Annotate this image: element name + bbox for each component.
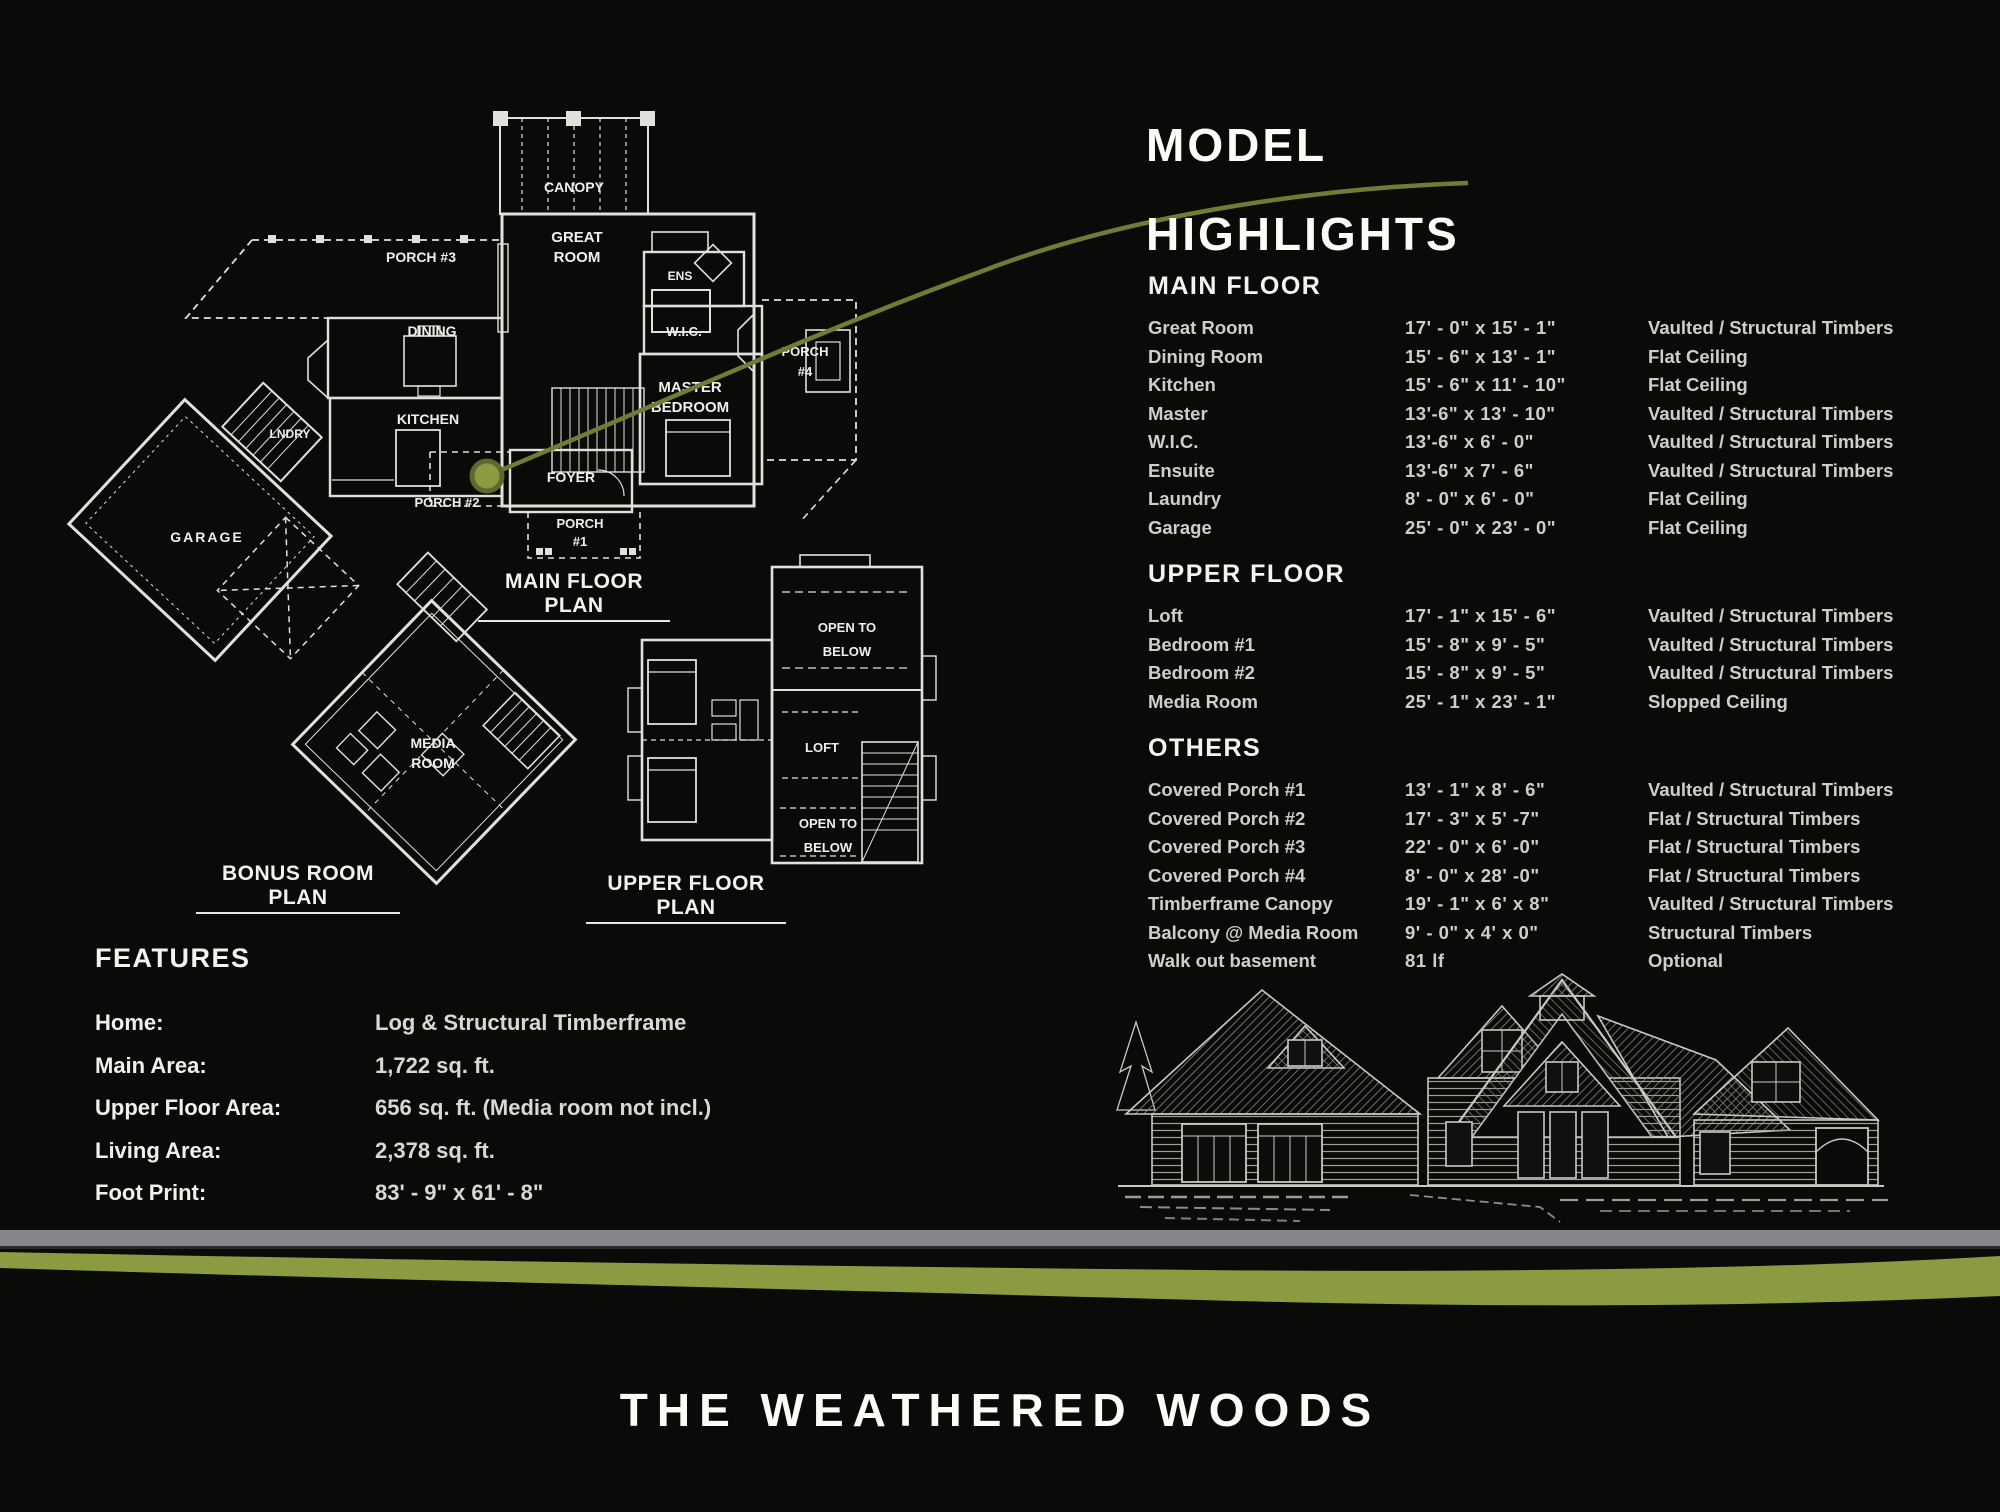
feature-label: Living Area:: [95, 1137, 222, 1163]
room-name: Bedroom #1: [1148, 633, 1255, 655]
room-name: Walk out basement: [1148, 950, 1316, 971]
feature-row: [95, 1010, 775, 1053]
label-media-room: MEDIA: [410, 735, 456, 751]
highlight-row: [1148, 371, 1938, 400]
feature-label: Main Area:: [95, 1052, 207, 1078]
room-name: Media Room: [1148, 690, 1258, 712]
room-dimensions: 25' - 0" x 23' - 0": [1405, 516, 1557, 538]
room-ceiling-type: Vaulted / Structural Timbers: [1648, 431, 1894, 452]
room-dimensions: 8' - 0" x 28' -0": [1405, 864, 1540, 886]
label-foyer: FOYER: [546, 469, 596, 485]
room-dimensions: 13'-6" x 13' - 10": [1405, 402, 1556, 424]
house-elevation-sketch: [1117, 974, 1888, 1222]
room-name: Laundry: [1148, 488, 1221, 509]
room-name: Dining Room: [1148, 345, 1264, 367]
label-open-below-bottom: OPEN TO: [798, 816, 858, 831]
section-others: [1148, 734, 1938, 976]
upper-floor-plan-title: UPPER FLOOR PLAN: [586, 872, 786, 924]
room-name: Kitchen: [1148, 374, 1216, 395]
section-main-floor: [1148, 272, 1938, 542]
room-ceiling-type: Flat / Structural Timbers: [1648, 836, 1861, 857]
room-ceiling-type: Vaulted / Structural Timbers: [1648, 317, 1894, 338]
section-heading: OTHERS: [1148, 734, 1262, 762]
highlight-row: [1148, 631, 1938, 660]
svg-text:#1: #1: [572, 534, 588, 549]
model-name-title: THE WEATHERED WOODS: [619, 1384, 1381, 1436]
room-ceiling-type: Vaulted / Structural Timbers: [1648, 402, 1894, 424]
room-name: Balcony @ Media Room: [1148, 921, 1359, 943]
highlight-row: [1148, 514, 1938, 543]
features-rows: [95, 1010, 775, 1223]
room-name: Bedroom #2: [1148, 662, 1255, 683]
room-ceiling-type: Flat Ceiling: [1648, 488, 1748, 509]
room-ceiling-type: Vaulted / Structural Timbers: [1648, 662, 1894, 683]
room-ceiling-type: Slopped Ceiling: [1648, 690, 1788, 712]
feature-row: [95, 1180, 775, 1223]
feature-row: [95, 1053, 775, 1096]
room-dimensions: 17' - 3" x 5' -7": [1405, 807, 1540, 829]
room-ceiling-type: Vaulted / Structural Timbers: [1648, 605, 1894, 626]
room-name: Covered Porch #3: [1148, 836, 1306, 857]
bonus-room-plan-title: BONUS ROOM PLAN: [196, 862, 400, 914]
room-ceiling-type: Flat / Structural Timbers: [1648, 807, 1861, 829]
label-open-below-top: OPEN TO: [817, 620, 877, 635]
highlight-row: [1148, 485, 1938, 514]
upper-floor-plan-drawing: [628, 555, 936, 863]
feature-value: Log & Structural Timberframe: [375, 1010, 687, 1035]
label-great-room: GREAT: [551, 229, 603, 246]
room-dimensions: 15' - 8" x 9' - 5": [1405, 662, 1546, 683]
model-title: MODEL: [1146, 119, 1328, 171]
highlight-row: [1148, 919, 1938, 948]
room-dimensions: 13' - 1" x 8' - 6": [1405, 779, 1546, 800]
room-name: Great Room: [1148, 317, 1254, 338]
feature-row: [95, 1095, 775, 1138]
svg-text:BELOW: BELOW: [822, 644, 872, 659]
room-dimensions: 15' - 6" x 13' - 1": [1405, 345, 1557, 367]
room-ceiling-type: Vaulted / Structural Timbers: [1648, 633, 1894, 655]
room-dimensions: 15' - 8" x 9' - 5": [1405, 633, 1546, 655]
room-dimensions: 13'-6" x 6' - 0": [1405, 431, 1534, 452]
label-dining: DINING: [407, 323, 457, 339]
feature-label: Foot Print:: [95, 1180, 207, 1205]
feature-value: 2,378 sq. ft.: [375, 1137, 495, 1163]
highlight-row: [1148, 343, 1938, 372]
highlight-row: [1148, 947, 1938, 976]
highlight-row: [1148, 890, 1938, 919]
room-ceiling-type: Structural Timbers: [1648, 921, 1813, 943]
svg-text:#4: #4: [797, 364, 813, 379]
label-porch1: PORCH: [556, 516, 604, 531]
room-ceiling-type: Vaulted / Structural Timbers: [1648, 459, 1894, 481]
room-name: Ensuite: [1148, 459, 1215, 481]
label-porch2: PORCH #2: [414, 495, 480, 510]
room-dimensions: 81 lf: [1405, 950, 1445, 971]
svg-text:ROOM: ROOM: [411, 755, 455, 771]
main-floor-plan-drawing: [69, 112, 856, 660]
room-dimensions: 17' - 1" x 15' - 6": [1405, 605, 1557, 626]
highlight-row: [1148, 862, 1938, 891]
room-name: Timberframe Canopy: [1148, 893, 1333, 914]
section-heading: MAIN FLOOR: [1148, 272, 1322, 300]
svg-text:ROOM: ROOM: [553, 249, 601, 266]
room-name: Master: [1148, 402, 1208, 424]
highlights-sections: [1148, 272, 1938, 994]
label-kitchen: KITCHEN: [396, 411, 460, 427]
room-ceiling-type: Flat Ceiling: [1648, 516, 1748, 538]
svg-text:BEDROOM: BEDROOM: [650, 399, 730, 416]
callout-circle: [472, 461, 502, 491]
section-heading: UPPER FLOOR: [1148, 560, 1346, 588]
section-rows: [1148, 602, 1938, 716]
bottom-gray-bar-edge: [0, 1246, 2000, 1249]
room-name: Covered Porch #2: [1148, 807, 1306, 829]
room-name: Garage: [1148, 516, 1212, 538]
highlight-row: [1148, 776, 1938, 805]
highlight-row: [1148, 688, 1938, 717]
section-upper-floor: [1148, 560, 1938, 716]
room-name: Loft: [1148, 605, 1183, 626]
room-ceiling-type: Optional: [1648, 950, 1724, 971]
room-dimensions: 9' - 0" x 4' x 0": [1405, 921, 1539, 943]
feature-value: 83' - 9" x 61' - 8": [375, 1180, 544, 1205]
feature-label: Upper Floor Area:: [95, 1095, 282, 1120]
highlight-row: [1148, 833, 1938, 862]
room-ceiling-type: Flat Ceiling: [1648, 374, 1748, 395]
svg-text:BELOW: BELOW: [803, 840, 853, 855]
room-name: W.I.C.: [1148, 431, 1199, 452]
highlight-row: [1148, 314, 1938, 343]
label-lndry: LNDRY: [269, 427, 311, 441]
room-ceiling-type: Vaulted / Structural Timbers: [1648, 779, 1894, 800]
features-panel: [95, 943, 775, 1223]
label-garage: GARAGE: [170, 529, 244, 545]
section-rows: [1148, 776, 1938, 976]
room-dimensions: 19' - 1" x 6' x 8": [1405, 893, 1550, 914]
main-floor-plan-title: MAIN FLOOR PLAN: [478, 570, 670, 622]
feature-label: Home:: [95, 1010, 164, 1035]
room-dimensions: 8' - 0" x 6' - 0": [1405, 488, 1535, 509]
highlight-row: [1148, 602, 1938, 631]
label-porch4: PORCH: [781, 344, 829, 359]
feature-row: [95, 1138, 775, 1181]
bottom-gray-bar: [0, 1230, 2000, 1246]
room-dimensions: 17' - 0" x 15' - 1": [1405, 317, 1557, 338]
highlights-title: HIGHLIGHTS: [1146, 208, 1460, 260]
room-dimensions: 13'-6" x 7' - 6": [1405, 459, 1534, 481]
room-ceiling-type: Vaulted / Structural Timbers: [1648, 893, 1894, 914]
feature-value: 656 sq. ft. (Media room not incl.): [375, 1095, 712, 1120]
room-dimensions: 22' - 0" x 6' -0": [1405, 836, 1540, 857]
highlight-row: [1148, 805, 1938, 834]
room-dimensions: 25' - 1" x 23' - 1": [1405, 690, 1557, 712]
section-rows: [1148, 314, 1938, 542]
room-name: Covered Porch #1: [1148, 779, 1306, 800]
label-porch3: PORCH #3: [385, 249, 457, 265]
label-loft: LOFT: [805, 740, 839, 755]
highlight-row: [1148, 457, 1938, 486]
room-ceiling-type: Flat / Structural Timbers: [1648, 864, 1861, 886]
highlight-row: [1148, 428, 1938, 457]
label-canopy: CANOPY: [544, 179, 604, 195]
olive-wave: [0, 1252, 2000, 1305]
room-ceiling-type: Flat Ceiling: [1648, 345, 1748, 367]
label-master: MASTER: [658, 379, 722, 396]
label-wic: W.I.C.: [666, 324, 702, 339]
features-heading: FEATURES: [95, 943, 251, 973]
highlight-row: [1148, 659, 1938, 688]
feature-value: 1,722 sq. ft.: [375, 1052, 495, 1078]
room-name: Covered Porch #4: [1148, 864, 1306, 886]
label-ens: ENS: [667, 269, 693, 283]
highlight-row: [1148, 400, 1938, 429]
room-dimensions: 15' - 6" x 11' - 10": [1405, 374, 1566, 395]
